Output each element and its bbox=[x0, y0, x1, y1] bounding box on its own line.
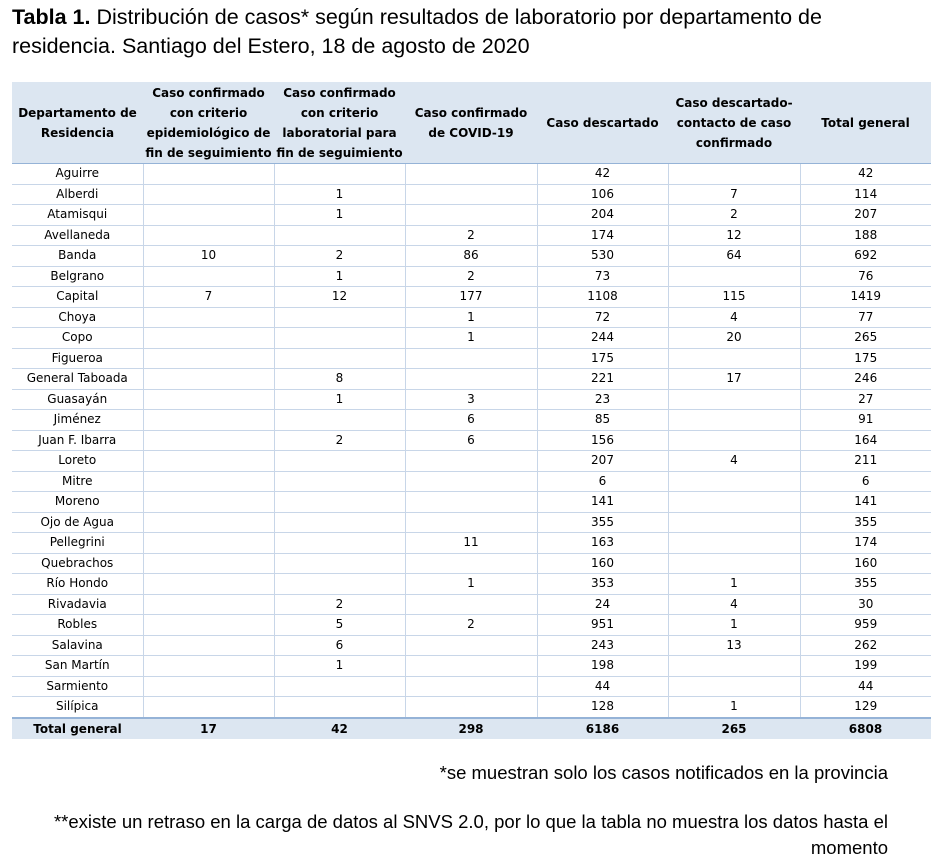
value-cell: 959 bbox=[800, 615, 931, 636]
value-cell: 1 bbox=[405, 328, 537, 349]
value-cell bbox=[405, 635, 537, 656]
value-cell: 23 bbox=[537, 389, 668, 410]
value-cell: 8 bbox=[274, 369, 405, 390]
value-cell bbox=[143, 615, 274, 636]
value-cell bbox=[274, 574, 405, 595]
table-row bbox=[12, 533, 931, 554]
footnote-2: **existe un retraso en la carga de datos al SNVS 2.0, por lo que la tabla no muestra los datos hasta el momento bbox=[53, 811, 888, 858]
table-row bbox=[12, 574, 931, 595]
value-cell: 44 bbox=[537, 676, 668, 697]
value-cell: 141 bbox=[537, 492, 668, 513]
table-body bbox=[12, 164, 931, 718]
table-row bbox=[12, 656, 931, 677]
value-cell: 355 bbox=[800, 574, 931, 595]
value-cell bbox=[668, 656, 800, 677]
value-cell: 2 bbox=[274, 430, 405, 451]
value-cell bbox=[143, 389, 274, 410]
value-cell bbox=[668, 512, 800, 533]
value-cell: 114 bbox=[800, 184, 931, 205]
value-cell bbox=[668, 430, 800, 451]
value-cell: 2 bbox=[274, 594, 405, 615]
table-footer bbox=[12, 718, 931, 739]
value-cell: 243 bbox=[537, 635, 668, 656]
value-cell bbox=[143, 307, 274, 328]
value-cell bbox=[274, 533, 405, 554]
department-cell: Ojo de Agua bbox=[12, 512, 143, 533]
value-cell: 221 bbox=[537, 369, 668, 390]
value-cell: 204 bbox=[537, 205, 668, 226]
cases-table bbox=[12, 82, 931, 739]
table-row bbox=[12, 615, 931, 636]
value-cell bbox=[405, 697, 537, 718]
value-cell: 2 bbox=[405, 225, 537, 246]
value-cell bbox=[274, 697, 405, 718]
value-cell bbox=[143, 348, 274, 369]
header-cell: Total general bbox=[800, 82, 931, 164]
value-cell: 128 bbox=[537, 697, 668, 718]
department-cell: Salavina bbox=[12, 635, 143, 656]
department-cell: Río Hondo bbox=[12, 574, 143, 595]
value-cell bbox=[143, 656, 274, 677]
value-cell bbox=[143, 430, 274, 451]
value-cell: 6 bbox=[537, 471, 668, 492]
value-cell: 174 bbox=[537, 225, 668, 246]
value-cell: 4 bbox=[668, 594, 800, 615]
value-cell: 30 bbox=[800, 594, 931, 615]
value-cell: 1 bbox=[274, 205, 405, 226]
value-cell: 246 bbox=[800, 369, 931, 390]
value-cell: 174 bbox=[800, 533, 931, 554]
value-cell: 160 bbox=[800, 553, 931, 574]
table-header bbox=[12, 82, 931, 164]
value-cell bbox=[143, 410, 274, 431]
department-cell: Copo bbox=[12, 328, 143, 349]
department-cell: Rivadavia bbox=[12, 594, 143, 615]
value-cell: 44 bbox=[800, 676, 931, 697]
department-cell: Banda bbox=[12, 246, 143, 267]
value-cell: 7 bbox=[668, 184, 800, 205]
value-cell: 951 bbox=[537, 615, 668, 636]
total-cell: Total general bbox=[12, 718, 143, 739]
value-cell bbox=[143, 533, 274, 554]
value-cell bbox=[274, 164, 405, 185]
department-cell: Moreno bbox=[12, 492, 143, 513]
value-cell: 6 bbox=[405, 430, 537, 451]
department-cell: Belgrano bbox=[12, 266, 143, 287]
department-cell: Sarmiento bbox=[12, 676, 143, 697]
total-row bbox=[12, 718, 931, 739]
value-cell bbox=[143, 635, 274, 656]
header-cell: Caso confirmado con criterio laboratorial para fin de seguimiento bbox=[274, 82, 405, 164]
department-cell: Robles bbox=[12, 615, 143, 636]
value-cell: 207 bbox=[800, 205, 931, 226]
table-row bbox=[12, 676, 931, 697]
value-cell: 42 bbox=[537, 164, 668, 185]
value-cell: 188 bbox=[800, 225, 931, 246]
table-row bbox=[12, 307, 931, 328]
value-cell: 353 bbox=[537, 574, 668, 595]
value-cell: 160 bbox=[537, 553, 668, 574]
table-row bbox=[12, 635, 931, 656]
value-cell bbox=[143, 205, 274, 226]
value-cell bbox=[668, 266, 800, 287]
department-cell: Atamisqui bbox=[12, 205, 143, 226]
value-cell: 4 bbox=[668, 451, 800, 472]
value-cell: 85 bbox=[537, 410, 668, 431]
table-row bbox=[12, 246, 931, 267]
value-cell bbox=[143, 266, 274, 287]
table-row bbox=[12, 225, 931, 246]
value-cell: 355 bbox=[800, 512, 931, 533]
value-cell bbox=[274, 676, 405, 697]
value-cell: 2 bbox=[405, 266, 537, 287]
value-cell: 2 bbox=[274, 246, 405, 267]
value-cell: 164 bbox=[800, 430, 931, 451]
table-row bbox=[12, 471, 931, 492]
department-cell: Pellegrini bbox=[12, 533, 143, 554]
value-cell bbox=[143, 451, 274, 472]
table-row bbox=[12, 492, 931, 513]
value-cell: 1 bbox=[668, 615, 800, 636]
value-cell: 175 bbox=[800, 348, 931, 369]
value-cell: 72 bbox=[537, 307, 668, 328]
value-cell bbox=[405, 205, 537, 226]
value-cell: 3 bbox=[405, 389, 537, 410]
value-cell bbox=[274, 512, 405, 533]
department-cell: Figueroa bbox=[12, 348, 143, 369]
table-row bbox=[12, 266, 931, 287]
value-cell: 244 bbox=[537, 328, 668, 349]
value-cell: 12 bbox=[274, 287, 405, 308]
value-cell bbox=[405, 369, 537, 390]
value-cell bbox=[143, 553, 274, 574]
value-cell: 20 bbox=[668, 328, 800, 349]
value-cell: 1 bbox=[405, 307, 537, 328]
table-row bbox=[12, 512, 931, 533]
value-cell: 1 bbox=[668, 574, 800, 595]
table-row bbox=[12, 348, 931, 369]
table-row bbox=[12, 287, 931, 308]
value-cell bbox=[405, 512, 537, 533]
value-cell bbox=[668, 553, 800, 574]
value-cell: 129 bbox=[800, 697, 931, 718]
department-cell: Quebrachos bbox=[12, 553, 143, 574]
header-cell: Caso descartado-contacto de caso confirmado bbox=[668, 82, 800, 164]
value-cell bbox=[143, 697, 274, 718]
table-row bbox=[12, 594, 931, 615]
value-cell: 106 bbox=[537, 184, 668, 205]
department-cell: Capital bbox=[12, 287, 143, 308]
value-cell: 1 bbox=[668, 697, 800, 718]
value-cell bbox=[274, 307, 405, 328]
value-cell bbox=[274, 471, 405, 492]
value-cell: 265 bbox=[800, 328, 931, 349]
value-cell bbox=[274, 553, 405, 574]
total-cell: 6808 bbox=[800, 718, 931, 739]
value-cell: 2 bbox=[405, 615, 537, 636]
department-cell: Loreto bbox=[12, 451, 143, 472]
table-row bbox=[12, 697, 931, 718]
value-cell bbox=[143, 471, 274, 492]
department-cell: Silípica bbox=[12, 697, 143, 718]
value-cell: 11 bbox=[405, 533, 537, 554]
value-cell: 1 bbox=[274, 389, 405, 410]
value-cell: 177 bbox=[405, 287, 537, 308]
value-cell bbox=[405, 492, 537, 513]
value-cell: 156 bbox=[537, 430, 668, 451]
value-cell: 355 bbox=[537, 512, 668, 533]
value-cell: 27 bbox=[800, 389, 931, 410]
value-cell: 6 bbox=[274, 635, 405, 656]
header-row bbox=[12, 82, 931, 164]
total-cell: 6186 bbox=[537, 718, 668, 739]
value-cell: 5 bbox=[274, 615, 405, 636]
value-cell bbox=[405, 553, 537, 574]
value-cell: 24 bbox=[537, 594, 668, 615]
value-cell bbox=[405, 184, 537, 205]
value-cell: 175 bbox=[537, 348, 668, 369]
header-cell: Caso descartado bbox=[537, 82, 668, 164]
table-title bbox=[12, 3, 912, 61]
table-row bbox=[12, 553, 931, 574]
value-cell bbox=[143, 328, 274, 349]
value-cell bbox=[668, 471, 800, 492]
value-cell: 199 bbox=[800, 656, 931, 677]
value-cell: 76 bbox=[800, 266, 931, 287]
header-cell: Departamento de Residencia bbox=[12, 82, 143, 164]
table-row bbox=[12, 184, 931, 205]
value-cell bbox=[143, 574, 274, 595]
value-cell: 1 bbox=[405, 574, 537, 595]
value-cell bbox=[274, 225, 405, 246]
value-cell bbox=[143, 492, 274, 513]
header-cell: Caso confirmado con criterio epidemiológico de fin de seguimiento bbox=[143, 82, 274, 164]
department-cell: Jiménez bbox=[12, 410, 143, 431]
table-row bbox=[12, 164, 931, 185]
value-cell: 262 bbox=[800, 635, 931, 656]
value-cell: 2 bbox=[668, 205, 800, 226]
value-cell: 1 bbox=[274, 656, 405, 677]
table-row bbox=[12, 205, 931, 226]
department-cell: Aguirre bbox=[12, 164, 143, 185]
value-cell: 115 bbox=[668, 287, 800, 308]
value-cell bbox=[143, 164, 274, 185]
value-cell bbox=[668, 676, 800, 697]
value-cell: 17 bbox=[668, 369, 800, 390]
department-cell: General Taboada bbox=[12, 369, 143, 390]
value-cell: 198 bbox=[537, 656, 668, 677]
value-cell bbox=[143, 676, 274, 697]
value-cell bbox=[274, 328, 405, 349]
department-cell: Guasayán bbox=[12, 389, 143, 410]
value-cell: 12 bbox=[668, 225, 800, 246]
footnote-1: *se muestran solo los casos notificados en la provincia bbox=[439, 762, 888, 783]
value-cell bbox=[668, 164, 800, 185]
value-cell: 91 bbox=[800, 410, 931, 431]
value-cell: 141 bbox=[800, 492, 931, 513]
value-cell: 10 bbox=[143, 246, 274, 267]
value-cell bbox=[668, 533, 800, 554]
value-cell bbox=[405, 656, 537, 677]
total-cell: 17 bbox=[143, 718, 274, 739]
department-cell: San Martín bbox=[12, 656, 143, 677]
value-cell: 86 bbox=[405, 246, 537, 267]
department-cell: Mitre bbox=[12, 471, 143, 492]
value-cell: 6 bbox=[800, 471, 931, 492]
table-row bbox=[12, 451, 931, 472]
total-cell: 298 bbox=[405, 718, 537, 739]
value-cell: 42 bbox=[800, 164, 931, 185]
value-cell: 77 bbox=[800, 307, 931, 328]
table-row bbox=[12, 328, 931, 349]
department-cell: Alberdi bbox=[12, 184, 143, 205]
table-row bbox=[12, 389, 931, 410]
value-cell: 7 bbox=[143, 287, 274, 308]
value-cell bbox=[274, 348, 405, 369]
value-cell: 64 bbox=[668, 246, 800, 267]
value-cell bbox=[405, 348, 537, 369]
value-cell bbox=[274, 410, 405, 431]
value-cell bbox=[405, 164, 537, 185]
value-cell: 163 bbox=[537, 533, 668, 554]
value-cell bbox=[405, 451, 537, 472]
value-cell bbox=[143, 369, 274, 390]
value-cell: 207 bbox=[537, 451, 668, 472]
value-cell bbox=[143, 184, 274, 205]
value-cell: 1419 bbox=[800, 287, 931, 308]
table-row bbox=[12, 410, 931, 431]
table-number: Tabla 1. bbox=[12, 5, 91, 29]
value-cell bbox=[274, 451, 405, 472]
value-cell bbox=[668, 492, 800, 513]
value-cell: 6 bbox=[405, 410, 537, 431]
value-cell: 692 bbox=[800, 246, 931, 267]
table-row bbox=[12, 369, 931, 390]
department-cell: Juan F. Ibarra bbox=[12, 430, 143, 451]
value-cell: 1 bbox=[274, 184, 405, 205]
total-cell: 265 bbox=[668, 718, 800, 739]
value-cell: 1108 bbox=[537, 287, 668, 308]
department-cell: Choya bbox=[12, 307, 143, 328]
title-text: Distribución de casos* según resultados de laboratorio por departamento de residencia. Santiago del Estero, 18 de agosto de 2020 bbox=[12, 5, 822, 58]
value-cell bbox=[143, 594, 274, 615]
value-cell bbox=[668, 410, 800, 431]
value-cell bbox=[405, 594, 537, 615]
header-cell: Caso confirmado de COVID-19 bbox=[405, 82, 537, 164]
value-cell: 73 bbox=[537, 266, 668, 287]
value-cell: 4 bbox=[668, 307, 800, 328]
department-cell: Avellaneda bbox=[12, 225, 143, 246]
table-row bbox=[12, 430, 931, 451]
value-cell bbox=[143, 512, 274, 533]
value-cell bbox=[668, 389, 800, 410]
value-cell: 1 bbox=[274, 266, 405, 287]
total-cell: 42 bbox=[274, 718, 405, 739]
value-cell bbox=[405, 676, 537, 697]
value-cell: 211 bbox=[800, 451, 931, 472]
value-cell bbox=[143, 225, 274, 246]
value-cell bbox=[405, 471, 537, 492]
value-cell: 530 bbox=[537, 246, 668, 267]
value-cell: 13 bbox=[668, 635, 800, 656]
value-cell bbox=[274, 492, 405, 513]
value-cell bbox=[668, 348, 800, 369]
